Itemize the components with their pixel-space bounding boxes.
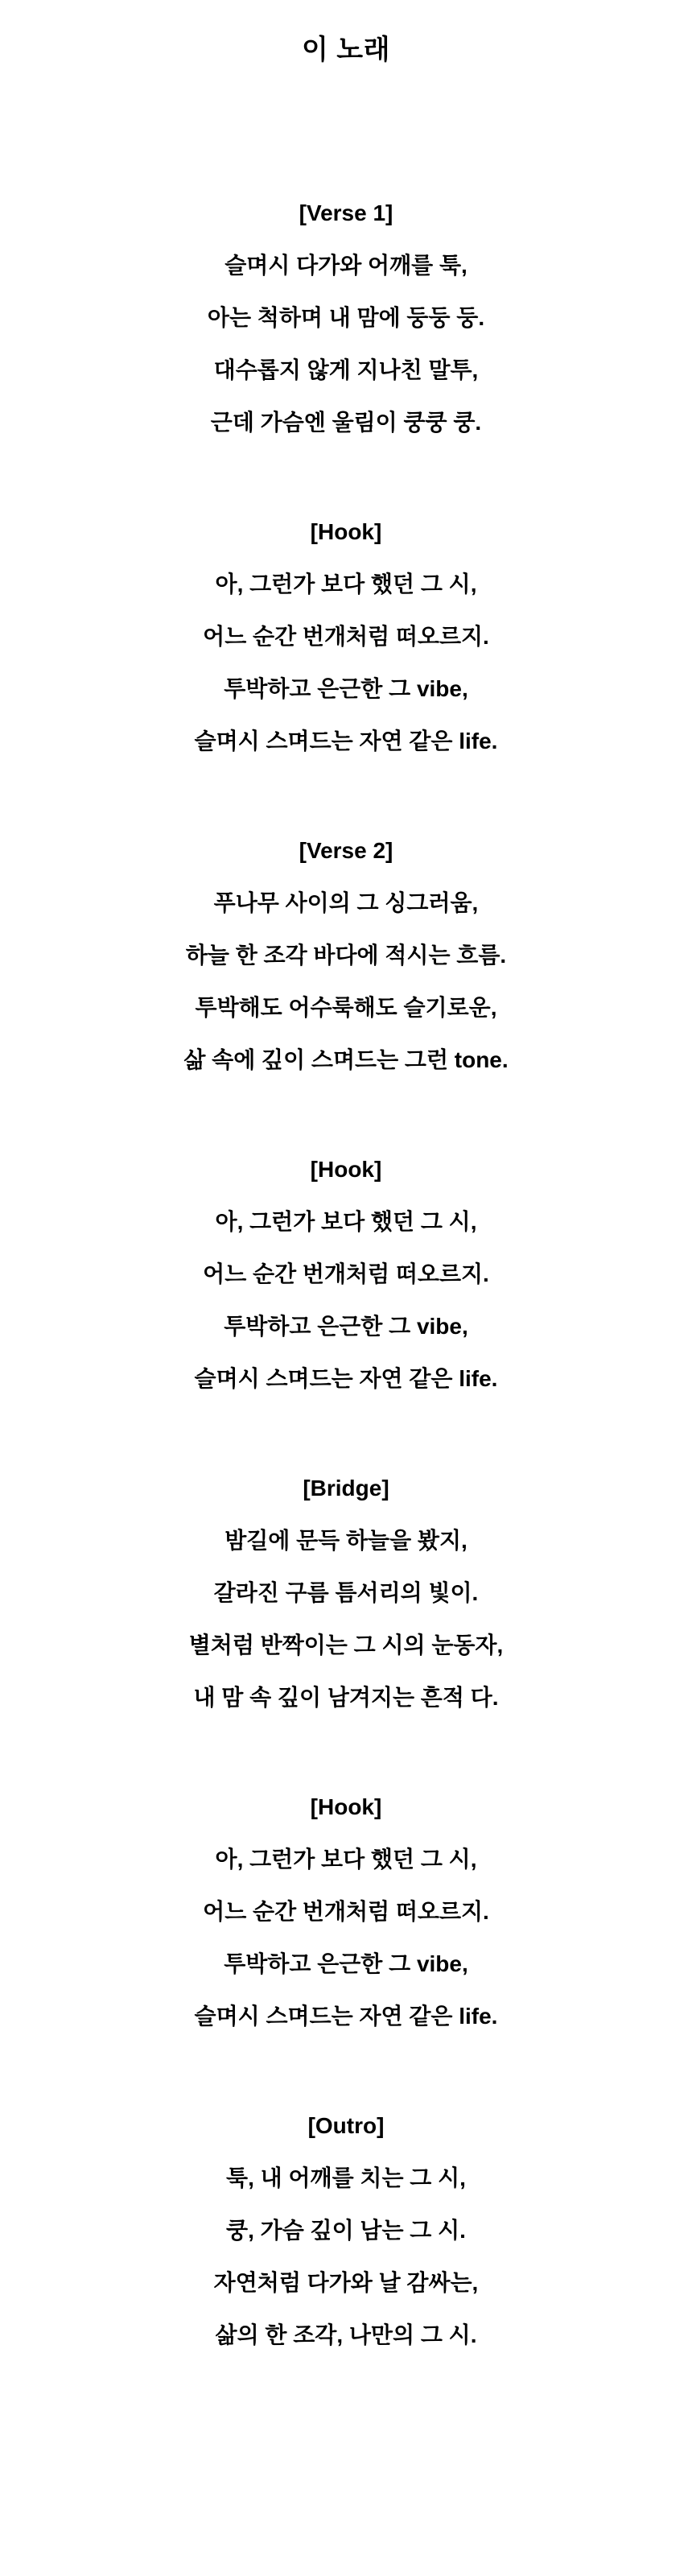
- lyrics-sections: [0, 187, 692, 2361]
- lyric-line: 어느 순간 번개처럼 떠오르지.: [203, 624, 489, 649]
- lyric-line: 슬며시 스며드는 자연 같은 life.: [194, 1366, 498, 1391]
- lyric-line: 아, 그런가 보다 했던 그 시,: [215, 1847, 477, 1872]
- lyric-line: 슬며시 스며드는 자연 같은 life.: [194, 2004, 498, 2029]
- lyrics-section: [0, 187, 692, 448]
- section-label: [Hook]: [310, 1794, 382, 1819]
- section-label: [Outro]: [307, 2113, 385, 2138]
- lyric-line: 아, 그런가 보다 했던 그 시,: [215, 1209, 477, 1234]
- lyric-line: 하늘 한 조각 바다에 적시는 흐름.: [185, 943, 507, 968]
- lyric-line: 어느 순간 번개처럼 떠오르지.: [203, 1899, 489, 1924]
- section-label: [Verse 2]: [299, 838, 393, 863]
- lyric-line: 대수롭지 않게 지나친 말투,: [213, 357, 479, 382]
- lyric-line: 투박해도 어수룩해도 슬기로운,: [195, 995, 497, 1020]
- lyric-line: 슬며시 스며드는 자연 같은 life.: [194, 729, 498, 753]
- lyric-line: 내 맘 속 깊이 남겨지는 흔적 다.: [193, 1685, 499, 1710]
- lyric-line: 밤길에 문득 하늘을 봤지,: [224, 1528, 468, 1553]
- lyrics-section: [0, 1462, 692, 1724]
- lyric-line: 툭, 내 어깨를 치는 그 시,: [226, 2165, 466, 2190]
- lyric-line: 삶 속에 깊이 스며드는 그런 tone.: [183, 1047, 509, 1072]
- lyric-line: 푸나무 사이의 그 싱그러움,: [213, 890, 479, 915]
- section-label: [Hook]: [310, 519, 382, 544]
- section-label: [Verse 1]: [299, 200, 393, 225]
- lyrics-section: [0, 1781, 692, 2042]
- lyric-line: 아는 척하며 내 맘에 둥둥 둥.: [207, 305, 485, 330]
- lyric-line: 갈라진 구름 틈서리의 빛이.: [213, 1580, 479, 1605]
- section-label: [Hook]: [310, 1157, 382, 1182]
- lyric-line: 쿵, 가슴 깊이 남는 그 시.: [226, 2218, 466, 2243]
- lyric-line: 투박하고 은근한 그 vibe,: [224, 1951, 468, 1976]
- lyric-line: 별처럼 반짝이는 그 시의 눈동자,: [188, 1633, 504, 1657]
- lyric-line: 어느 순간 번개처럼 떠오르지.: [203, 1261, 489, 1286]
- page-title: 이 노래: [302, 35, 390, 65]
- lyrics-section: [0, 506, 692, 767]
- lyric-line: 투박하고 은근한 그 vibe,: [224, 1314, 468, 1339]
- lyric-line: 삶의 한 조각, 나만의 그 시.: [215, 2322, 477, 2347]
- lyric-line: 근데 가슴엔 울림이 쿵쿵 쿵.: [210, 410, 482, 435]
- lyrics-section: [0, 1143, 692, 1405]
- lyric-line: 슬며시 다가와 어깨를 툭,: [224, 253, 468, 278]
- lyric-line: 투박하고 은근한 그 vibe,: [224, 676, 468, 701]
- lyric-line: 자연처럼 다가와 날 감싸는,: [213, 2270, 479, 2295]
- lyrics-section: [0, 824, 692, 1086]
- section-label: [Bridge]: [303, 1476, 389, 1501]
- lyric-line: 아, 그런가 보다 했던 그 시,: [215, 572, 477, 597]
- lyrics-section: [0, 2099, 692, 2361]
